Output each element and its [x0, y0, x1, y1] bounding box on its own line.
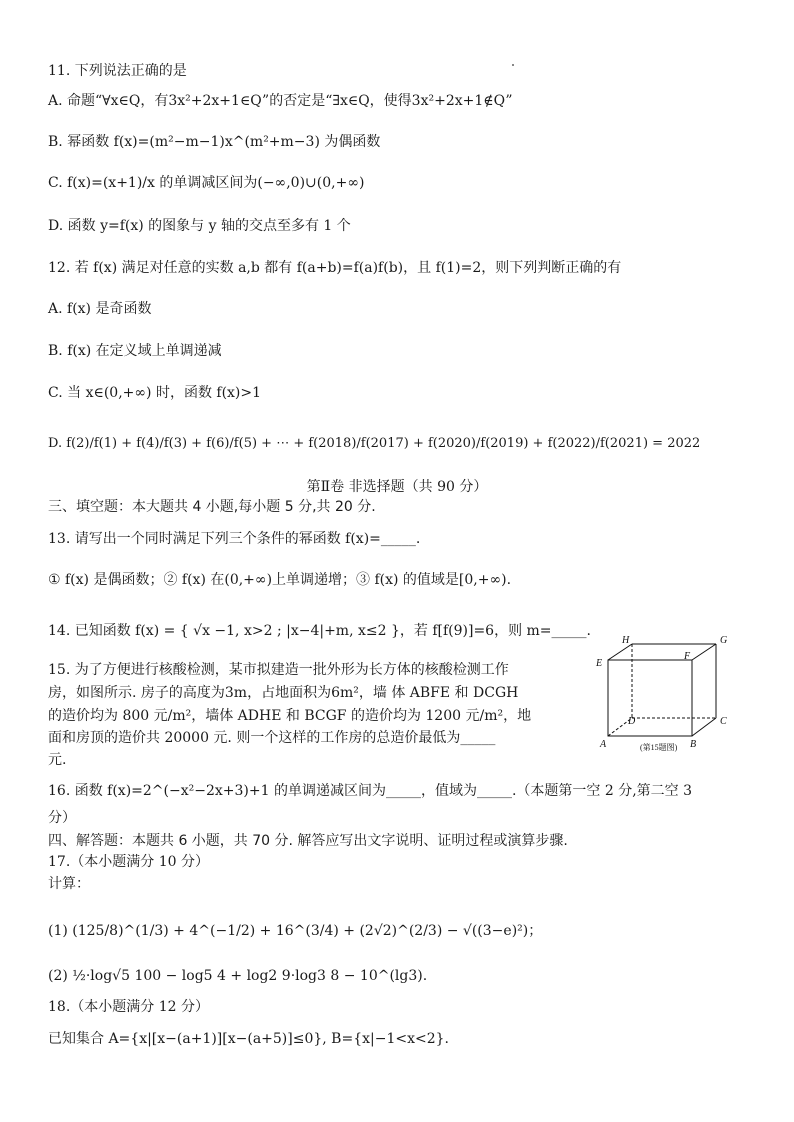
q11-option-d: D. 函数 y=f(x) 的图象与 y 轴的交点至多有 1 个	[48, 218, 351, 234]
figure-caption: (第15题图)	[640, 743, 678, 752]
q11-option-b: B. 幂函数 f(x)=(m²−m−1)x^(m²+m−3) 为偶函数	[48, 134, 381, 150]
label-c: C	[720, 716, 727, 727]
section3-heading: 三、填空题：本大题共 4 小题,每小题 5 分,共 20 分.	[48, 499, 376, 515]
q12-option-c: C. 当 x∈(0,+∞) 时，函数 f(x)>1	[48, 385, 262, 401]
q18-heading: 18.（本小题满分 12 分）	[48, 999, 209, 1015]
q17-part-2: (2) ½·log√5 100 − log5 4 + log2 9·log3 8 − 10^(lg3).	[48, 968, 428, 984]
q14-text: 14. 已知函数 f(x) = { √x −1, x>2 ; |x−4|+m, x≤2 }，若 f[f(9)]=6，则 m=_____.	[48, 623, 591, 639]
q15-line-2: 房，如图所示. 房子的高度为3m，占地面积为6m²，墙 体 ABFE 和 DCGH	[48, 685, 519, 701]
section4-heading: 四、解答题：本题共 6 小题，共 70 分. 解答应写出文字说明、证明过程或演算步骤.	[48, 833, 568, 849]
part2-title: 第Ⅱ卷 非选择题（共 90 分）	[306, 479, 488, 495]
q11-stem: 11. 下列说法正确的是	[48, 63, 187, 79]
q15-line-1: 15. 为了方便进行核酸检测，某市拟建造一批外形为长方体的核酸检测工作	[48, 662, 509, 678]
cuboid-figure	[594, 632, 744, 754]
label-a: A	[600, 739, 607, 750]
label-b: B	[690, 739, 697, 750]
q18-stem: 已知集合 A={x|[x−(a+1)][x−(a+5)]≤0}, B={x|−1<x<2}.	[48, 1031, 449, 1047]
q12-stem: 12. 若 f(x) 满足对任意的实数 a,b 都有 f(a+b)=f(a)f(b)，且 f(1)=2，则下列判断正确的有	[48, 260, 622, 276]
q16-line-1: 16. 函数 f(x)=2^(−x²−2x+3)+1 的单调递减区间为_____，值域为_____.（本题第一空 2 分,第二空 3	[48, 783, 693, 799]
q16-line-2: 分）	[48, 810, 76, 826]
label-e: E	[596, 658, 603, 669]
label-h: H	[622, 635, 630, 646]
q15-line-4: 面和房顶的造价共 20000 元. 则一个这样的工作房的总造价最低为_____	[48, 730, 496, 746]
cuboid-diagram	[594, 632, 744, 754]
q12-option-d: D. f(2)/f(1) + f(4)/f(3) + f(6)/f(5) + ⋯ + f(2018)/f(2017) + f(2020)/f(2019) + f(2022)/f(2021) = 2022	[48, 436, 701, 451]
q11-option-c: C. f(x)=(x+1)/x 的单调减区间为(−∞,0)∪(0,+∞)	[48, 175, 365, 191]
q11-option-a: A. 命题“∀x∈Q，有3x²+2x+1∈Q”的否定是“∃x∈Q，使得3x²+2x+1∉Q”	[48, 93, 513, 109]
label-d: D	[628, 716, 636, 727]
label-f: F	[684, 651, 691, 662]
q12-option-a: A. f(x) 是奇函数	[48, 301, 152, 317]
q15-line-5: 元.	[48, 752, 67, 768]
q17-part-1: (1) (125/8)^(1/3) + 4^(−1/2) + 16^(3/4) + (2√2)^(2/3) − √((3−e)²)；	[48, 923, 543, 939]
q17-calc-label: 计算：	[48, 876, 90, 892]
scan-speck	[512, 64, 514, 66]
q13-stem: 13. 请写出一个同时满足下列三个条件的幂函数 f(x)=_____.	[48, 531, 421, 547]
label-g: G	[720, 635, 728, 646]
q17-heading: 17.（本小题满分 10 分）	[48, 854, 209, 870]
q15-line-3: 的造价均为 800 元/m²，墙体 ADHE 和 BCGF 的造价均为 1200 元/m²，地	[48, 708, 532, 724]
q13-conditions: ① f(x) 是偶函数；② f(x) 在(0,+∞)上单调递增；③ f(x) 的值域是[0,+∞).	[48, 572, 512, 588]
q12-option-b: B. f(x) 在定义域上单调递减	[48, 343, 222, 359]
